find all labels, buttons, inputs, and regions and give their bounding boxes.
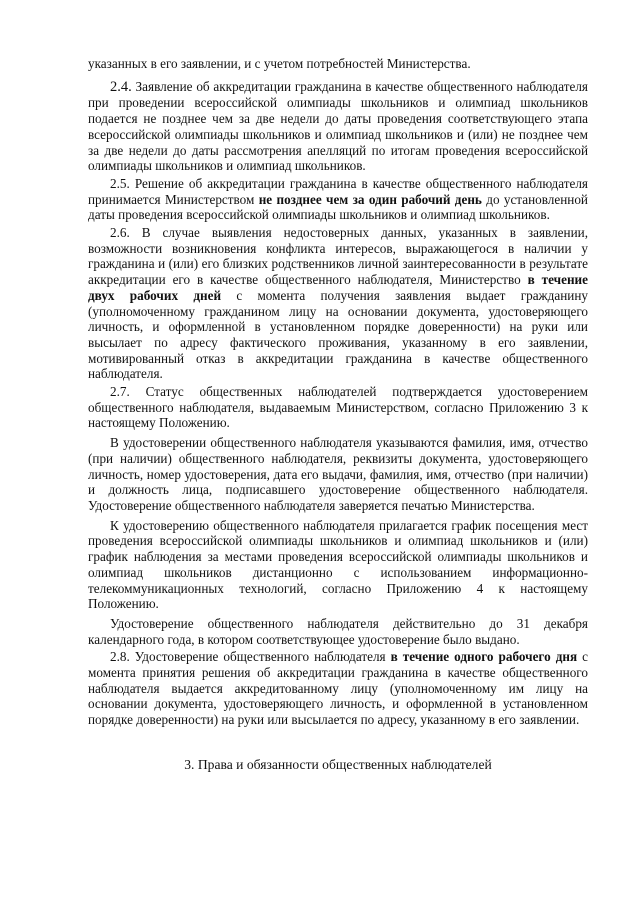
- paragraph-text: Удостоверение общественного наблюдателя действительно до 31 декабря календарного года, в котором соответствующее удостоверение было выдано.: [88, 615, 588, 647]
- paragraph-text: Статус общественных наблюдателей подтверждается удостоверением общественного наблюдателя, выдаваемым Министерством, согласно Приложению 3 к настоящему Положению.: [88, 384, 588, 431]
- paragraph-certificate-contents: [88, 435, 588, 514]
- paragraph-certificate-schedule: [88, 518, 588, 612]
- paragraph-2-8: [88, 649, 588, 728]
- clause-number: 2.7.: [110, 384, 130, 400]
- bold-deadline: не позднее чем за один рабочий день: [258, 191, 482, 207]
- paragraph-2-4: [88, 79, 588, 174]
- paragraph-text: до установленной даты проведения всероссийской олимпиады школьников и олимпиад школьников.: [88, 191, 588, 223]
- bold-deadline: в течение одного рабочего дня: [390, 649, 578, 665]
- paragraph-text: с момента принятия решения об аккредитации гражданина в качестве общественного наблюдателя выдается аккредитованному лицу (уполномоченному им лицу на основании документа, удостоверяющего личность, и оформленной в установленном порядке доверенности) на руки или высылается по адресу, указанному в его заявлении.: [88, 649, 589, 728]
- paragraph-text: К удостоверению общественного наблюдателя прилагается график посещения мест проведения всероссийской олимпиады школьников и олимпиад школьников и (или) график наблюдения за местами проведения всероссийской олимпиады школьников и олимпиад школьников дистанционно с использованием информационно-телекоммуникационных технологий, согласно Приложению 4 к настоящему Положению.: [88, 517, 588, 612]
- paragraph-text: указанных в его заявлении, и с учетом потребностей Министерства.: [88, 56, 471, 71]
- paragraph-text: Удостоверение общественного наблюдателя: [129, 649, 391, 665]
- bold-deadline: в течение двух рабочих дней: [88, 272, 588, 303]
- clause-number: 2.6.: [110, 225, 130, 241]
- clause-number: 2.5.: [110, 175, 130, 191]
- paragraph-2-5: [88, 176, 588, 223]
- paragraph-2-6: [88, 225, 588, 382]
- paragraph-continuation: [88, 56, 588, 72]
- paragraph-text: Заявление об аккредитации гражданина в качестве общественного наблюдателя при проведении всероссийской олимпиады школьников и олимпиад школьников подается не позднее чем за две недели до даты проведения соответствующего этапа всероссийской олимпиады школьников и олимпиад школьников и (или) не позднее чем за две недели до даты рассмотрения апелляций по итогам проведения всероссийской олимпиады школьников и олимпиад школьников.: [88, 78, 588, 174]
- paragraph-2-7: [88, 384, 588, 431]
- clause-number: 2.8.: [110, 649, 130, 665]
- paragraph-text: В случае выявления недостоверных данных, указанных в заявлении, возможности возникновения конфликта интересов, выражающегося в наличии у гражданина и (или) его близких родственников личной заинтересованности в результате аккредитации его в качестве общественного наблюдателя, Министерство: [88, 225, 588, 288]
- paragraph-text: с момента получения заявления выдает гражданину (уполномоченному гражданином лицу на основании документа, удостоверяющего личность, и оформленной в установленном порядке доверенности) на руки или высылает по адресу фактического проживания, указанному в его заявлении, мотивированный отказ в аккредитации гражданина в качестве общественного наблюдателя.: [88, 287, 588, 382]
- paragraph-text: Решение об аккредитации гражданина в качестве общественного наблюдателя принимается Министерством: [88, 175, 588, 207]
- section-heading: 3. Права и обязанности общественных наблюдателей: [184, 756, 492, 772]
- document-page: [88, 56, 588, 773]
- paragraph-text: В удостоверении общественного наблюдателя указываются фамилия, имя, отчество (при наличии) общественного наблюдателя, реквизиты документа, удостоверяющего личность, номер удостоверения, дата его выдачи, фамилия, имя, отчество (при наличии) и должность лица, подписавшего удостоверение общественного наблюдателя. Удостоверение общественного наблюдателя заверяется печатью Министерства.: [88, 435, 588, 513]
- clause-number: 2.4.: [110, 78, 132, 95]
- paragraph-certificate-validity: [88, 616, 588, 647]
